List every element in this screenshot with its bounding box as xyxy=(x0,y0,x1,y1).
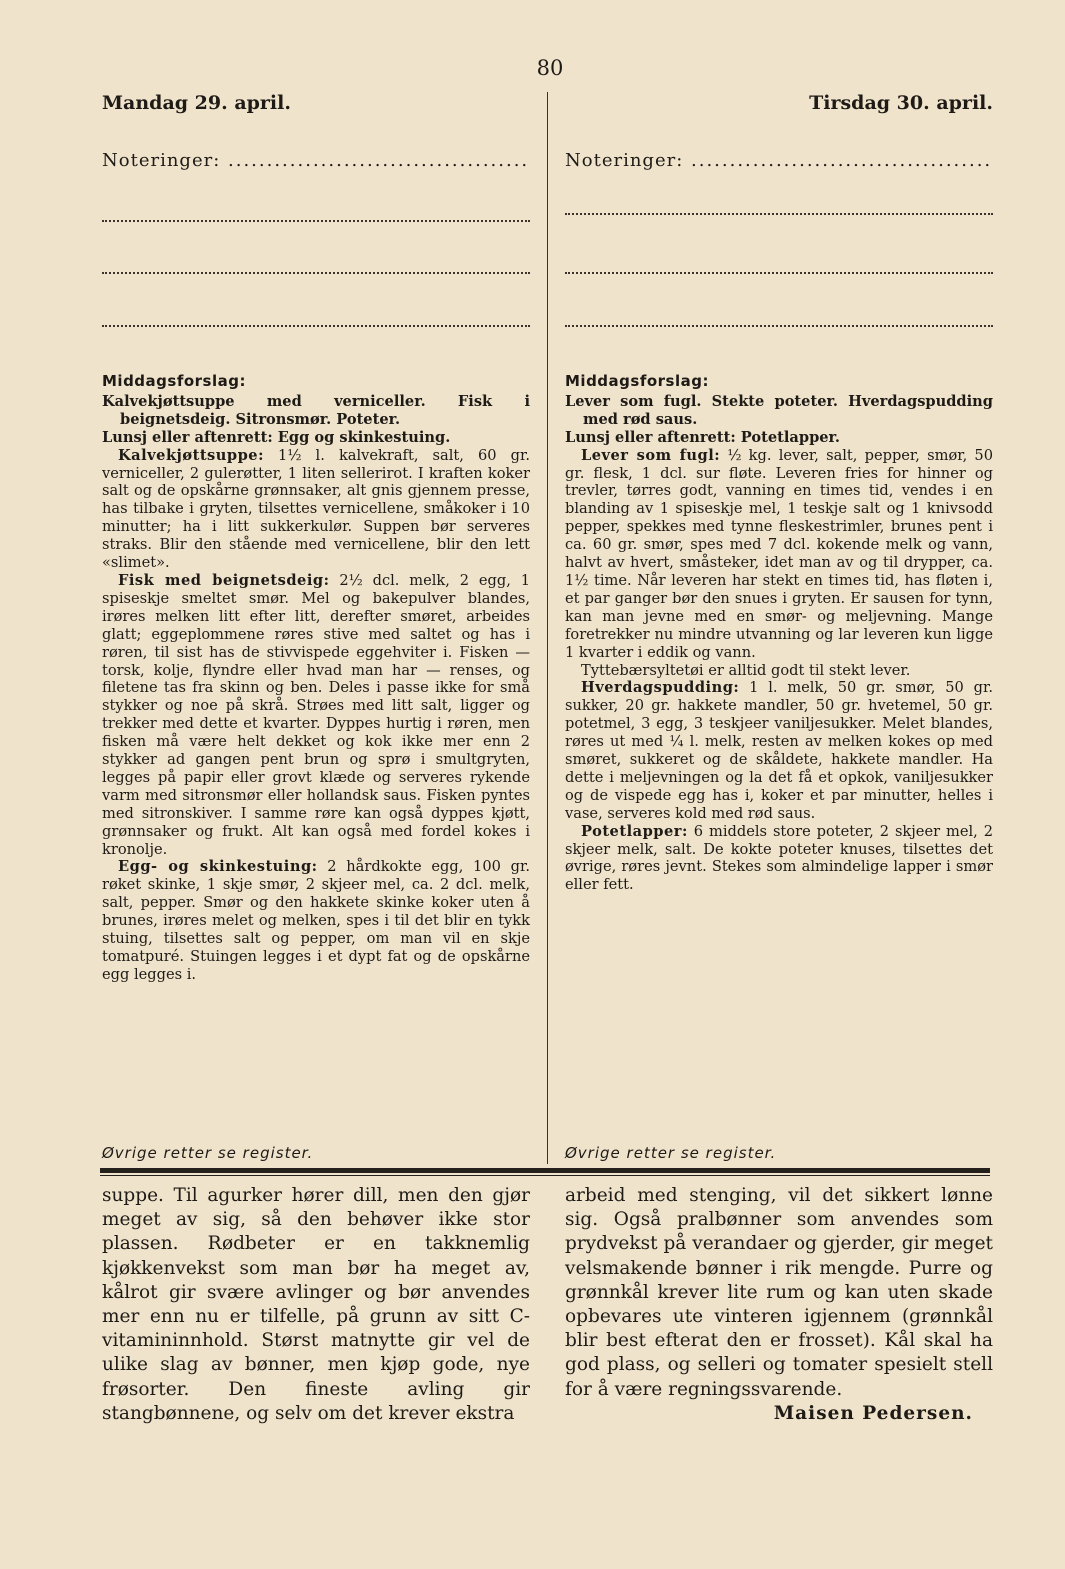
recipe-title: Fisk med beignetsdeig: xyxy=(118,571,330,589)
day-heading-tuesday: Tirsdag 30. april. xyxy=(809,92,993,114)
notes-line[interactable] xyxy=(102,272,530,274)
recipe-text: 1 l. melk, 50 gr. smør, 50 gr. sukker, 20 gr. hakkete mandler, 50 gr. hvetemel, 50 gr. potetmel, 3 egg, 3 teskjeer vaniljesukker. Melet blandes, røres ut med ¼ l. melk, resten av melken kokes op med smøret, sukkeret og de skåldete, hakkete mandler. Ha dette i meljevningen og la det få et opkok, vaniljesukker og de vispede egg has i, koker et par minutter, helles i vase, serveres kold med rød saus. xyxy=(565,679,993,822)
lunch-suggestion: Lunsj eller aftenrett: Egg og skinkestuing. xyxy=(102,428,451,446)
recipe xyxy=(565,679,993,822)
notes-line[interactable] xyxy=(102,220,530,222)
notes-line[interactable] xyxy=(565,325,993,327)
recipe-text: Tyttebærsyltetøi er alltid godt til stekt lever. xyxy=(581,661,911,679)
recipe-title: Lever som fugl: xyxy=(581,446,721,464)
other-dishes-note-right: Øvrige retter se register. xyxy=(565,1144,777,1162)
recipes-right xyxy=(565,373,993,894)
dinner-suggestion: Lever som fugl. Stekte poteter. Hverdagspudding med rød saus. xyxy=(565,392,993,428)
article-text-right xyxy=(565,1184,993,1426)
recipe xyxy=(102,858,530,983)
notes-line[interactable] xyxy=(565,272,993,274)
day-heading-monday: Mandag 29. april. xyxy=(102,92,291,114)
notes-label-right: Noteringer: ..... xyxy=(565,150,993,171)
section-rule-thin xyxy=(100,1175,990,1176)
column-divider xyxy=(547,92,548,1164)
article-paragraph: suppe. Til agurker hører dill, men den gjør meget av sig, så den behøver ikke stor plassen. Rødbeter er en takknemlig kjøkkenvekst som man bør ha meget av, kålrot gir svære avlinger og bør anvendes mer enn nu er tilfelle, på grunn av sitt C-vitamininnhold. Størst matnytte gir vel de ulike slag av bønner, men kjøp gode, nye frøsorter. Den fineste avling gir stangbønnene, og selv om det krever ekstra xyxy=(102,1185,530,1424)
recipe-text: 1½ l. kalvekraft, salt, 60 gr. verniceller, 2 gulerøtter, 1 liten sellerirot. I kraften koker salt og de opskårne grønnsaker, alt gnis gjennem presse, has tilbake i gryten, tilsettes vernicellene, småkoker i 10 minutter; ha i litt sukkerkulør. Suppen bør serveres straks. Blir den stående med vernicellene, blir den lett «slimet». xyxy=(102,446,530,572)
dinner-suggestion: Kalvekjøttsuppe med verniceller. Fisk i beignetsdeig. Sitronsmør. Poteter. xyxy=(102,392,530,428)
notes-row-right xyxy=(565,150,993,171)
notes-line[interactable] xyxy=(102,325,530,327)
recipe-text: 6 middels store poteter, 2 skjeer mel, 2 skjeer melk, salt. De kokte poteter knuses, tilsettes det øvrige, røres jevnt. Stekes som almindelige lapper i smør eller fett. xyxy=(565,822,993,894)
recipe xyxy=(102,447,530,572)
recipe-title: Hverdagspudding: xyxy=(581,679,740,697)
lunch-suggestion: Lunsj eller aftenrett: Potetlapper. xyxy=(565,428,840,446)
recipe xyxy=(565,662,993,680)
page-number: 80 xyxy=(536,56,564,80)
dinner-suggestion-heading: Middagsforslag: xyxy=(565,372,709,390)
recipe-title: Kalvekjøttsuppe: xyxy=(118,446,264,464)
dinner-suggestion-heading: Middagsforslag: xyxy=(102,372,246,390)
recipes-left xyxy=(102,373,530,984)
notes-row-left xyxy=(102,150,530,171)
recipe-text: 2 hårdkokte egg, 100 gr. røket skinke, 1 skje smør, 2 skjeer mel, ca. 2 dcl. melk, salt, pepper. Smør og den hakkete skinke koker uten å brunes, irøres melet og melken, spes i til det blir en tykk stuing, tilsettes salt og pepper, om man vil en skje tomatpuré. Stuingen legges i et dypt fat og de opskårne egg legges i. xyxy=(102,858,530,983)
article-paragraph: arbeid med stenging, vil det sikkert lønne sig. Også pralbønner som anvendes som prydvekst på verandaer og gjerder, gir meget velsmakende bønner i rik mengde. Purre og grønnkål krever lite rum og kan uten skade opbevares ute vinteren igjennem (grønnkål blir best efterat den er frosset). Kål skal ha god plass, og selleri og tomater spesielt stell for å være regningssvarende. xyxy=(565,1185,993,1400)
other-dishes-note-left: Øvrige retter se register. xyxy=(102,1144,314,1162)
recipe xyxy=(565,823,993,895)
section-rule xyxy=(100,1168,990,1173)
article-text-left xyxy=(102,1184,530,1426)
recipe xyxy=(102,572,530,859)
recipe-text: 2½ dcl. melk, 2 egg, 1 spiseskje smeltet smør. Mel og bakepulver blandes, irøres melken litt efter litt, derefter smøret, arbeides glatt; eggeplommene røres stive med saltet og has i røren, til sist has de stivvispede eggehviter i. Fisken — torsk, kolje, flyndre eller hvad man har — renses, og filetene tas fra skinn og ben. Deles i passe ikke for små stykker og noe på skrå. Strøes med litt salt, ligger og trekker med dette et kvarter. Dyppes hurtig i røren, men fisken må være helt dekket og kok ikke mer enn 2 stykker ad gangen pent brun og sprø i smultgryten, legges på papir eller grovt klæde og serveres rykende varm med sitronsmør eller hollandsk saus. Fisken pyntes med sitronskiver. I samme røre kan også dyppes kjøtt, grønnsaker og frukt. Alt kan også med fordel kokes i kronolje. xyxy=(102,571,530,858)
recipe xyxy=(565,447,993,662)
author-signature: Maisen Pedersen. xyxy=(773,1402,973,1424)
recipe-title: Potetlapper: xyxy=(581,822,688,840)
notes-label-left: Noteringer: ..... xyxy=(102,150,530,171)
recipe-text: ½ kg. lever, salt, pepper, smør, 50 gr. flesk, 1 dcl. sur fløte. Leveren fries for hinner og trevler, tørres godt, vanning en times tid, vendes i en blanding av 1 spiseskje mel, 1 teskje salt og 1 knivsodd pepper, spekkes med tynne fleskestrimler, brunes pent i ca. 60 gr. smør, spes med 7 dcl. kokende melk og vann, halvt av hvert, småsteker, idet man av og til drypper, ca. 1½ time. Når leveren har stekt en times tid, has fløten i, et par ganger bør den snues i gryten. Er sausen for tynn, kan man jevne med en smør- og meljevning. Mange foretrekker nu mindre utvanning og lar leveren kun ligge 1 kvarter i eddik og vann. xyxy=(565,446,993,661)
recipe-title: Egg- og skinkestuing: xyxy=(118,858,318,876)
notes-line[interactable] xyxy=(565,213,993,215)
